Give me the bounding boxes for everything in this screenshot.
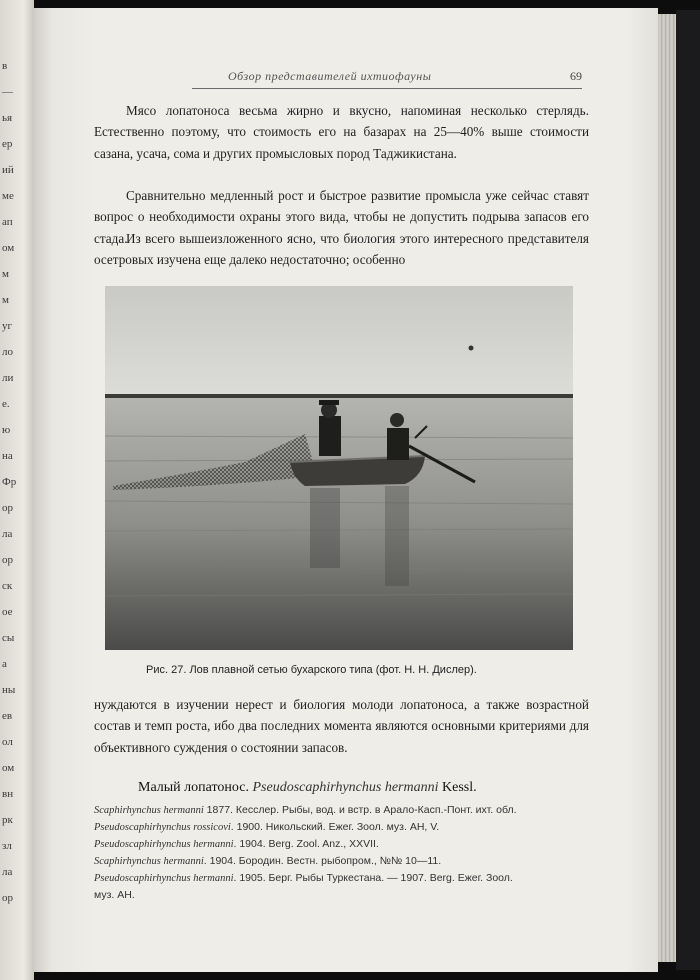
facing-page-text-fragment: зл [2, 840, 12, 852]
facing-page-text-fragment: ол [2, 736, 13, 748]
facing-page-text-fragment: ор [2, 892, 13, 904]
facing-page-text-fragment: а [2, 658, 7, 670]
running-header [192, 66, 582, 89]
page-edges [658, 14, 676, 962]
facing-page-text-fragment: Фр [2, 476, 17, 488]
facing-page-text-fragment: ап [2, 216, 13, 228]
synonymy-entry [94, 819, 594, 836]
paragraph-protection: Сравнительно медленный рост и быстрое развитие промысла уже сейчас ставят вопрос о необходимости охраны этого вида, чтобы не допустить подрыва запасов его стада. [94, 188, 589, 246]
facing-page-text-fragment: ев [2, 710, 13, 722]
facing-page-text-fragment: м [2, 268, 9, 280]
facing-page-text-fragment: ла [2, 866, 13, 878]
facing-page-text-fragment: вн [2, 788, 14, 800]
paragraph-biology: Из всего вышеизложенного ясно, что биология этого интересного представителя осетровых изучена еще далеко недостаточно; особенно [94, 231, 589, 268]
facing-page-text-fragment: сы [2, 632, 15, 644]
facing-page-text-fragment: ск [2, 580, 13, 592]
synonym-reference: . 1900. Никольский. Ежег. Зоол. муз. АН, V. [230, 821, 440, 833]
species-common-name: Малый лопатонос. [138, 780, 249, 795]
synonym-scientific-name: Scaphirhynchus hermanni [94, 805, 204, 816]
synonym-scientific-name: Pseudoscaphirhynchus hermanni [94, 873, 234, 884]
facing-page-text-fragment: ор [2, 502, 13, 514]
facing-page-text-fragment: ом [2, 242, 15, 254]
facing-page-text-fragment: е. [2, 398, 10, 410]
synonym-scientific-name: Pseudoscaphirhynchus hermanni [94, 839, 234, 850]
synonym-reference: . 1904. Бородин. Вестн. рыбопром., №№ 10—11. [203, 855, 442, 867]
page-number: 69 [570, 69, 582, 83]
facing-page-text-fragment: ья [2, 112, 13, 124]
running-title: Обзор представителей ихтиофауны [228, 69, 432, 83]
facing-page-text-fragment: рк [2, 814, 13, 826]
facing-page-text-fragment: ла [2, 528, 13, 540]
facing-page-text-fragment: ме [2, 190, 14, 202]
synonym-reference: . 1904. Berg. Zool. Anz., XXVII. [233, 838, 379, 850]
paragraph-research-needs: нуждаются в изучении нерест и биология молоди лопатоноса, а также возрастной состав и темп роста, ибо два последних момента являются основными критериями для объективного суждения о состоянии запасов. [94, 697, 589, 755]
facing-page-text-fragment: ий [2, 164, 14, 176]
facing-page-text-fragment: ли [2, 372, 14, 384]
synonym-reference: . 1905. Берг. Рыбы Туркестана. — 1907. Berg. Ежег. Зоол. [233, 872, 513, 884]
book-page [34, 8, 658, 972]
species-scientific-name: Pseudoscaphirhynchus hermanni [252, 780, 439, 795]
facing-page-text-fragment: ло [2, 346, 13, 358]
synonym-scientific-name: Pseudoscaphirhynchus rossicovi [94, 822, 231, 833]
facing-page-text-fragment: ое [2, 606, 13, 618]
figure-caption: Рис. 27. Лов плавной сетью бухарского типа (фот. Н. Н. Дислер). [146, 664, 477, 676]
synonymy-entry [94, 870, 594, 887]
book-cover-edge [676, 10, 700, 970]
species-author: Kessl. [442, 780, 477, 795]
synonymy-entry [94, 853, 594, 870]
species-heading [138, 780, 477, 796]
paragraph-meat: Мясо лопатоноса весьма жирно и вкусно, напоминая несколько стерлядь. Естественно поэтому, что стоимость его на базарах на 25—40% выше стоимости сазана, усача, сома и других промысловых пород Таджикистана. [94, 103, 589, 161]
synonymy-list [94, 802, 594, 903]
facing-page-text-fragment: ны [2, 684, 16, 696]
synonymy-entry [94, 836, 594, 853]
facing-page-edge [0, 0, 34, 980]
synonym-reference: муз. АН. [94, 889, 135, 901]
facing-page-text-fragment: ер [2, 138, 13, 150]
synonym-scientific-name: Scaphirhynchus hermanni [94, 856, 204, 867]
synonymy-entry [94, 887, 594, 903]
facing-page-text-fragment: м [2, 294, 9, 306]
facing-page-text-fragment: в [2, 60, 8, 72]
synonymy-entry [94, 802, 594, 819]
fishing-boat-photo [105, 286, 573, 650]
facing-page-text-fragment: на [2, 450, 13, 462]
facing-page-text-fragment: уг [2, 320, 13, 332]
synonym-reference: 1877. Кесслер. Рыбы, вод. и встр. в Арало-Касп.-Понт. ихт. обл. [203, 804, 517, 816]
facing-page-text-fragment: ю [2, 424, 11, 436]
facing-page-text-fragment: — [2, 86, 13, 98]
facing-page-text-fragment: ом [2, 762, 15, 774]
facing-page-text-fragment: ор [2, 554, 13, 566]
figure-photo-fishing-boat [105, 286, 573, 650]
